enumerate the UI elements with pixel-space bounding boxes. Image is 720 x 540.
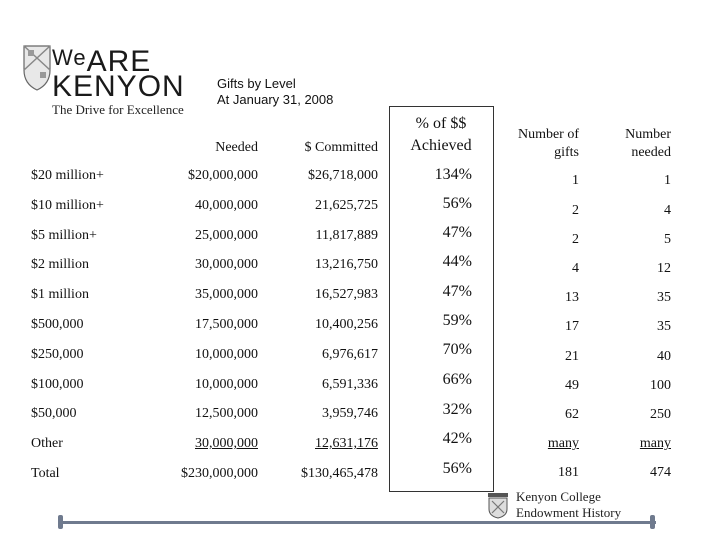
row-needed: $230,000,000 bbox=[181, 466, 258, 481]
row-number-of-gifts: 2 bbox=[572, 203, 579, 218]
header-committed: $ Committed bbox=[304, 140, 378, 155]
row-pct-achieved: 56% bbox=[442, 195, 472, 212]
row-needed: 10,000,000 bbox=[195, 377, 258, 392]
row-level: $20 million+ bbox=[31, 168, 104, 183]
footer-source bbox=[486, 489, 646, 525]
row-level: $2 million bbox=[31, 257, 89, 272]
row-level: $50,000 bbox=[31, 406, 77, 421]
row-number-of-gifts: 4 bbox=[572, 261, 579, 276]
row-committed: 10,400,256 bbox=[315, 317, 378, 332]
bottom-bar-left-knob bbox=[58, 515, 63, 529]
row-number-of-gifts: 17 bbox=[565, 319, 579, 334]
header-num-gifts-line1: Number of bbox=[517, 127, 579, 142]
header-needed: Needed bbox=[215, 140, 258, 155]
row-pct-achieved: 32% bbox=[442, 401, 472, 418]
row-number-needed: 35 bbox=[657, 290, 671, 305]
header-num-needed-line1: Number bbox=[625, 127, 671, 142]
row-number-needed: 474 bbox=[650, 465, 671, 480]
row-committed: $26,718,000 bbox=[308, 168, 378, 183]
row-level: $500,000 bbox=[31, 317, 84, 332]
title-line2: At January 31, 2008 bbox=[217, 92, 334, 107]
row-committed: 3,959,746 bbox=[322, 406, 378, 421]
row-number-needed: 5 bbox=[664, 232, 671, 247]
row-number-of-gifts: 13 bbox=[565, 290, 579, 305]
row-number-of-gifts: 1 bbox=[572, 173, 579, 188]
footer-line2: Endowment History bbox=[516, 505, 622, 520]
row-committed: $130,465,478 bbox=[301, 466, 378, 481]
row-number-needed: 100 bbox=[650, 378, 671, 393]
row-number-of-gifts: 2 bbox=[572, 232, 579, 247]
row-level: Other bbox=[31, 436, 63, 451]
row-pct-achieved: 42% bbox=[442, 430, 472, 447]
row-committed: 11,817,889 bbox=[315, 228, 378, 243]
row-number-needed: 250 bbox=[650, 407, 671, 422]
page-title bbox=[217, 76, 333, 108]
row-number-needed: many bbox=[639, 436, 671, 451]
row-level: $250,000 bbox=[31, 347, 84, 362]
row-committed: 6,591,336 bbox=[322, 377, 378, 392]
row-committed: 21,625,725 bbox=[315, 198, 378, 213]
row-number-needed: 12 bbox=[657, 261, 671, 276]
bottom-bar-right-knob bbox=[650, 515, 655, 529]
row-number-of-gifts: 49 bbox=[565, 378, 579, 393]
logo-kenyon: KENYON bbox=[52, 70, 185, 103]
row-number-of-gifts: 62 bbox=[565, 407, 579, 422]
header-pct-line2: Achieved bbox=[410, 137, 472, 154]
header-pct-achieved bbox=[395, 113, 487, 157]
header-pct-line1: % of $$ bbox=[415, 115, 467, 132]
header-number-of-gifts bbox=[500, 126, 579, 162]
row-needed: 25,000,000 bbox=[195, 228, 258, 243]
row-level: Total bbox=[31, 466, 60, 481]
header-num-needed-line2: needed bbox=[631, 145, 671, 160]
row-needed: $20,000,000 bbox=[188, 168, 258, 183]
row-needed: 10,000,000 bbox=[195, 347, 258, 362]
row-needed: 40,000,000 bbox=[195, 198, 258, 213]
row-pct-achieved: 66% bbox=[442, 371, 472, 388]
footer-text bbox=[516, 489, 621, 521]
row-committed: 13,216,750 bbox=[315, 257, 378, 272]
row-needed: 12,500,000 bbox=[195, 406, 258, 421]
kenyon-crest-icon bbox=[486, 491, 510, 519]
title-line1: Gifts by Level bbox=[217, 76, 296, 91]
row-needed: 30,000,000 bbox=[195, 257, 258, 272]
header-num-gifts-line2: gifts bbox=[554, 145, 579, 160]
row-pct-achieved: 134% bbox=[434, 166, 472, 183]
row-committed: 16,527,983 bbox=[315, 287, 378, 302]
row-level: $10 million+ bbox=[31, 198, 104, 213]
row-level: $1 million bbox=[31, 287, 89, 302]
kenyon-shield-icon bbox=[22, 42, 54, 92]
row-number-of-gifts: 181 bbox=[558, 465, 579, 480]
bottom-divider-bar bbox=[60, 521, 656, 524]
row-level: $100,000 bbox=[31, 377, 84, 392]
logo-we-are: $^{We}$ARE bbox=[52, 45, 152, 78]
kenyon-logo bbox=[22, 40, 192, 115]
header-number-needed bbox=[600, 126, 671, 162]
row-pct-achieved: 59% bbox=[442, 312, 472, 329]
row-pct-achieved: 70% bbox=[442, 341, 472, 358]
row-number-needed: 40 bbox=[657, 349, 671, 364]
row-pct-achieved: 47% bbox=[442, 224, 472, 241]
row-number-of-gifts: many bbox=[547, 436, 579, 451]
logo-tagline: The Drive for Excellence bbox=[52, 102, 184, 117]
row-number-of-gifts: 21 bbox=[565, 349, 579, 364]
row-committed: 12,631,176 bbox=[315, 436, 378, 451]
row-needed: 30,000,000 bbox=[195, 436, 258, 451]
row-committed: 6,976,617 bbox=[322, 347, 378, 362]
row-pct-achieved: 56% bbox=[442, 460, 472, 477]
row-level: $5 million+ bbox=[31, 228, 97, 243]
row-needed: 35,000,000 bbox=[195, 287, 258, 302]
row-number-needed: 1 bbox=[664, 173, 671, 188]
row-number-needed: 35 bbox=[657, 319, 671, 334]
row-pct-achieved: 44% bbox=[442, 253, 472, 270]
footer-line1: Kenyon College bbox=[516, 489, 601, 504]
row-needed: 17,500,000 bbox=[195, 317, 258, 332]
row-pct-achieved: 47% bbox=[442, 283, 472, 300]
row-number-needed: 4 bbox=[664, 203, 671, 218]
